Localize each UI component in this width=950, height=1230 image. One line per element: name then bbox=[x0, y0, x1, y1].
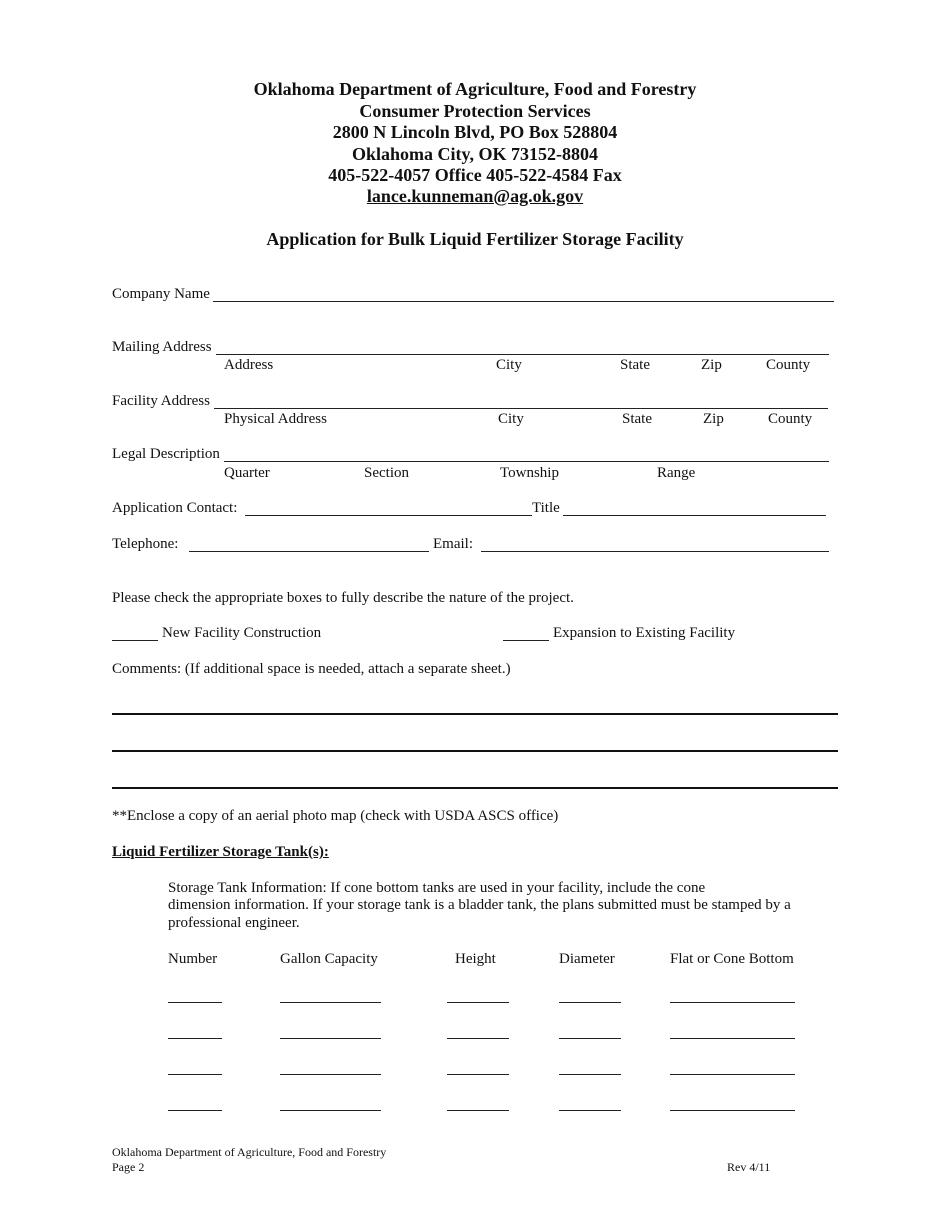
tank-height-line[interactable] bbox=[447, 1110, 509, 1111]
telephone-line[interactable] bbox=[189, 551, 429, 552]
facility-address-label: Facility Address bbox=[112, 393, 210, 409]
legal-sub-township: Township bbox=[500, 465, 559, 481]
mailing-sub-county: County bbox=[766, 357, 811, 373]
email-label: Email: bbox=[433, 536, 473, 552]
tank-bottom-line[interactable] bbox=[670, 1002, 795, 1003]
tank-number-line[interactable] bbox=[168, 1038, 222, 1039]
tank-capacity-line[interactable] bbox=[280, 1074, 381, 1075]
agency-name: Oklahoma Department of Agriculture, Food and Forestry bbox=[253, 79, 697, 99]
mailing-sub-address: Address bbox=[224, 357, 274, 373]
tank-bottom-line[interactable] bbox=[670, 1110, 795, 1111]
comments-line-2[interactable] bbox=[112, 750, 838, 752]
title-label: Title bbox=[532, 500, 560, 516]
telephone-label: Telephone: bbox=[112, 536, 179, 552]
comments-label: Comments: (If additional space is needed, attach a separate sheet.) bbox=[112, 661, 511, 677]
phone-fax: 405-522-4057 Office 405-522-4584 Fax bbox=[328, 165, 622, 185]
expansion-label: Expansion to Existing Facility bbox=[553, 625, 736, 641]
facility-sub-zip: Zip bbox=[703, 411, 724, 427]
tank-bottom-line[interactable] bbox=[670, 1038, 795, 1039]
legal-sub-quarter: Quarter bbox=[224, 465, 270, 481]
tank-diameter-line[interactable] bbox=[559, 1038, 621, 1039]
company-name-line[interactable] bbox=[213, 301, 834, 302]
col-height: Height bbox=[455, 951, 496, 967]
company-name-label: Company Name bbox=[112, 286, 210, 302]
col-number: Number bbox=[168, 951, 218, 967]
tank-height-line[interactable] bbox=[447, 1038, 509, 1039]
aerial-photo-note: **Enclose a copy of an aerial photo map (check with USDA ASCS office) bbox=[112, 808, 559, 824]
legal-sub-range: Range bbox=[657, 465, 696, 481]
tank-info-line-3: professional engineer. bbox=[168, 915, 300, 931]
tank-number-line[interactable] bbox=[168, 1110, 222, 1111]
facility-address-line[interactable] bbox=[214, 408, 828, 409]
city-line: Oklahoma City, OK 73152-8804 bbox=[351, 144, 598, 164]
facility-sub-physical: Physical Address bbox=[224, 411, 327, 427]
mailing-sub-zip: Zip bbox=[701, 357, 722, 373]
mailing-sub-state: State bbox=[620, 357, 650, 373]
tank-diameter-line[interactable] bbox=[559, 1002, 621, 1003]
tank-diameter-line[interactable] bbox=[559, 1110, 621, 1111]
legal-sub-section: Section bbox=[364, 465, 409, 481]
tank-info-line-2: dimension information. If your storage tank is a bladder tank, the plans submitted must be stamped by a bbox=[168, 897, 791, 913]
tank-capacity-line[interactable] bbox=[280, 1002, 381, 1003]
comments-line-1[interactable] bbox=[112, 713, 838, 715]
col-diameter: Diameter bbox=[559, 951, 615, 967]
footer-rev: Rev 4/11 bbox=[727, 1160, 771, 1174]
tank-number-line[interactable] bbox=[168, 1002, 222, 1003]
footer-agency: Oklahoma Department of Agriculture, Food and Forestry bbox=[112, 1145, 387, 1159]
facility-sub-state: State bbox=[622, 411, 652, 427]
email-line[interactable] bbox=[481, 551, 829, 552]
mailing-sub-city: City bbox=[496, 357, 522, 373]
mailing-address-label: Mailing Address bbox=[112, 339, 212, 355]
tank-info-line-1: Storage Tank Information: If cone bottom tanks are used in your facility, include the cone bbox=[168, 880, 706, 896]
tank-capacity-line[interactable] bbox=[280, 1110, 381, 1111]
form-title: Application for Bulk Liquid Fertilizer Storage Facility bbox=[266, 229, 684, 249]
title-line[interactable] bbox=[563, 515, 826, 516]
expansion-check-line[interactable] bbox=[503, 640, 549, 641]
tank-height-line[interactable] bbox=[447, 1002, 509, 1003]
footer-page: Page 2 bbox=[112, 1160, 145, 1174]
facility-sub-city: City bbox=[498, 411, 524, 427]
tank-bottom-line[interactable] bbox=[670, 1074, 795, 1075]
division-name: Consumer Protection Services bbox=[359, 101, 591, 121]
street-address: 2800 N Lincoln Blvd, PO Box 528804 bbox=[332, 122, 618, 142]
col-flat-cone: Flat or Cone Bottom bbox=[670, 951, 794, 967]
contact-email-link[interactable]: lance.kunneman@ag.ok.gov bbox=[366, 186, 584, 206]
tanks-heading: Liquid Fertilizer Storage Tank(s): bbox=[112, 844, 329, 860]
new-facility-label: New Facility Construction bbox=[162, 625, 322, 641]
comments-line-3[interactable] bbox=[112, 787, 838, 789]
contact-email-line bbox=[0, 186, 950, 208]
col-gallon-capacity: Gallon Capacity bbox=[280, 951, 378, 967]
tank-diameter-line[interactable] bbox=[559, 1074, 621, 1075]
new-facility-check-line[interactable] bbox=[112, 640, 158, 641]
tank-number-line[interactable] bbox=[168, 1074, 222, 1075]
application-contact-line[interactable] bbox=[245, 515, 532, 516]
tank-height-line[interactable] bbox=[447, 1074, 509, 1075]
mailing-address-line[interactable] bbox=[216, 354, 829, 355]
tank-capacity-line[interactable] bbox=[280, 1038, 381, 1039]
legal-description-label: Legal Description bbox=[112, 446, 220, 462]
project-instruction: Please check the appropriate boxes to fully describe the nature of the project. bbox=[112, 590, 574, 606]
application-contact-label: Application Contact: bbox=[112, 500, 238, 516]
facility-sub-county: County bbox=[768, 411, 813, 427]
legal-description-line[interactable] bbox=[224, 461, 829, 462]
